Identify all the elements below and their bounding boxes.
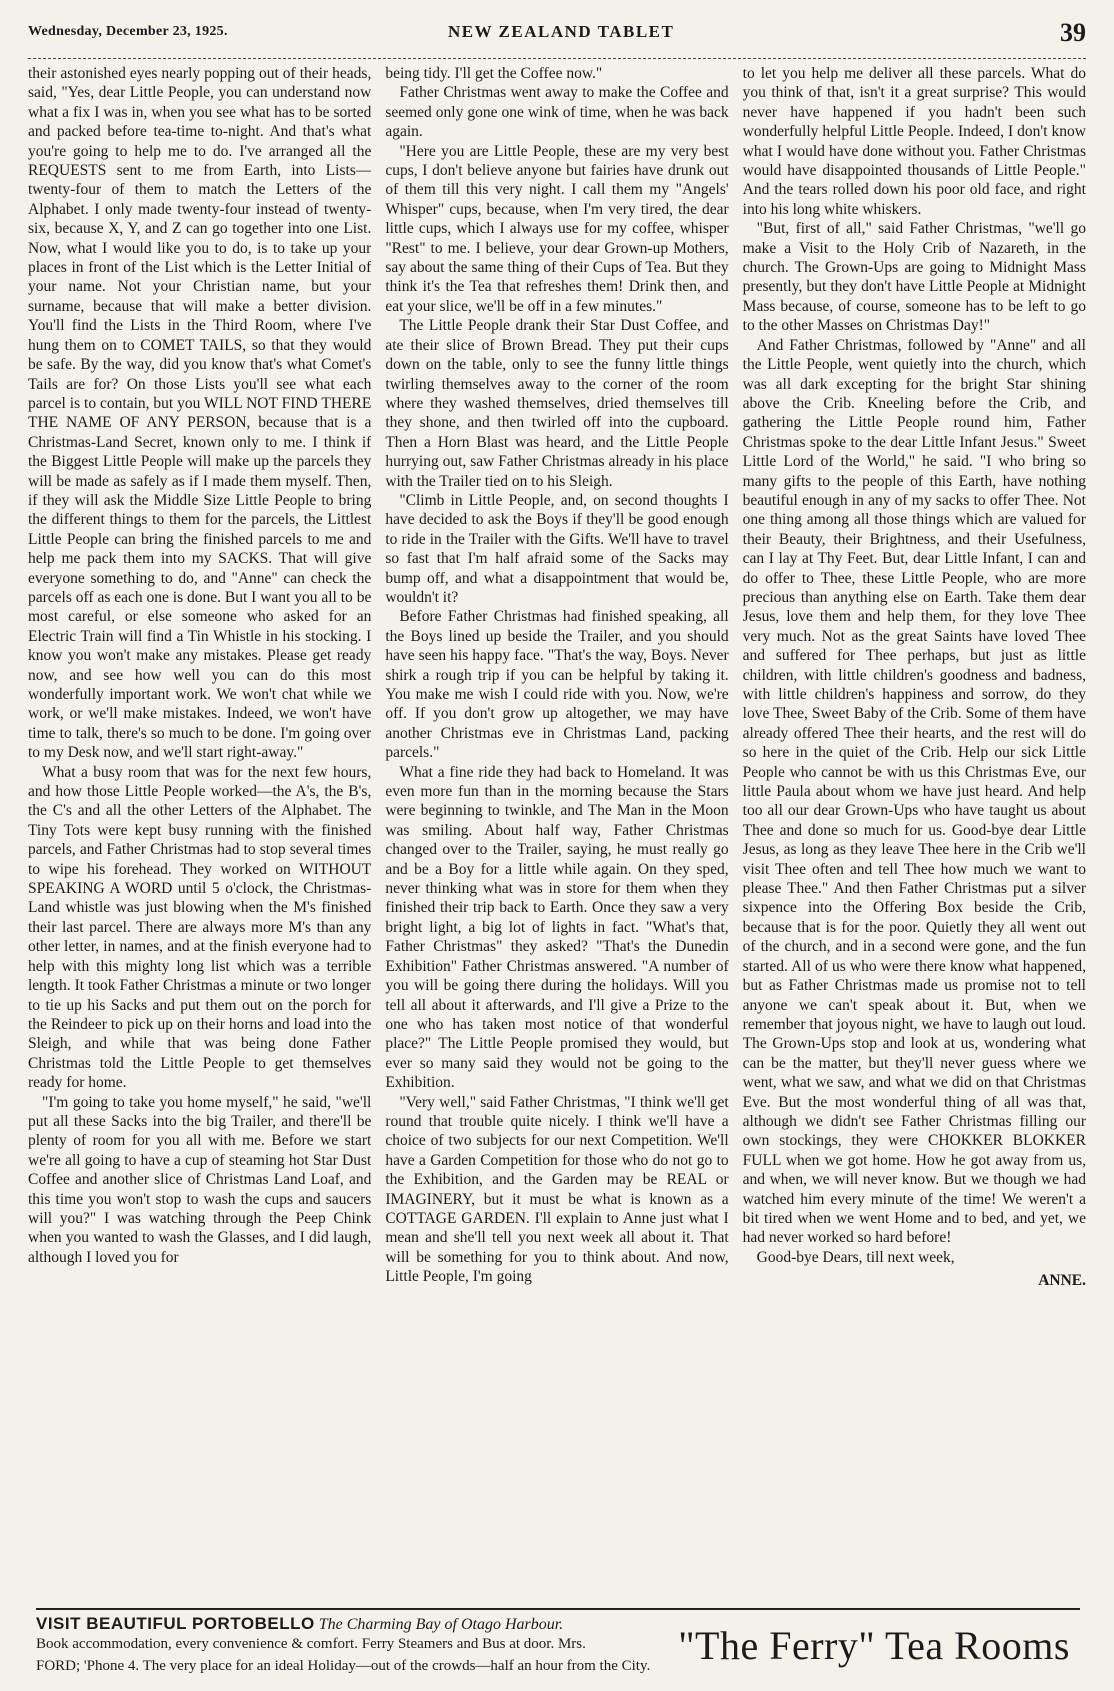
paragraph: And Father Christmas, followed by "Anne" and all the Little People, went quietly into the church, which was all dark excepting for the bright Star shining above the Crib. Kneeling before the Crib, and gathering the Little People round him, Father Christmas spoke to the dear Little Infant Jesus." Sweet Little Lord of the World," he said. "I who bring so many gifts to the people of this Earth, have nothing beautiful enough in any of my sacks to offer Thee. Not one thing among all those things which are valued for their Beauty, their Brightness, and their Usefulness, can I lay at Thy Feet. But, dear Little Infant, I can and do offer to Thee, these Little People, who are more precious than anything else on Earth. Take them dear Jesus, love them and help them, for they love Thee very much. Not as the great Saints have loved Thee and suffered for Thee perhaps, but just as little children, with little children's goodness and badness, with little children's happiness and sorrow, do they love Thee, Sweet Baby of the Crib. Some of them have already offered Thee their hearts, and the rest will do so here in the quiet of the Crib. Help our sick Little People who cannot be with us this Christmas Eve, our little Paula about whom we have just heard. And help too all our dear Grown-Ups who have taught us about Thee and done so much for us. Good-bye dear Little Jesus, as long as they leave Thee here in the Crib we'll visit Thee often and tell Thee how much we want to please Thee." And then Father Christmas put a silver sixpence into the Offering Box beside the Crib, because that is for the poor. Quietly they all went out of the church, and in a second were gone, and the fun started. All of us who were there know what happened, but as Father Christmas made us promise not to tell anyone we can't speak about it. But, when we remember that joyous night, we have to laugh out loud. The Grown-Ups stop and look at us, wondering what can be the matter, but they'll never guess where we went, what we saw, and what we did on that Christmas Eve. But the most wonderful thing of all was that, although we didn't see Father Christmas filling our own stockings, they were CHOKKER BLOKKER FULL when we got home. How he got away from us, and when, we will never know. But we though we had watched him every minute of the time! We weren't a bit tired when we went Home and to bed, and yet, we had never worked so hard before!	[742, 336, 1086, 1247]
page-number: 39	[1060, 18, 1086, 47]
paragraph: "I'm going to take you home myself," he said, "we'll put all these Sacks into the big Trailer, and there'll be plenty of room for you all with me. Before we start we're all going to have a cup of steaming hot Star Dust Coffee and another slice of Christmas Land Loaf, and this time you won't stop to wash the cups and saucers will you?" I was watching through the Peep Chink when you wanted to wash the Glasses, and I did laugh, although I loved you for	[28, 1093, 372, 1266]
signature: ANNE.	[1038, 1272, 1086, 1290]
paragraph: The Little People drank their Star Dust Coffee, and ate their slice of Brown Bread. They put their cups down on the table, only to see the funny little things twirling themselves away to the corner of the room where they washed themselves, dried themselves till they shone, and then twirled off into the cupboard. Then a Horn Blast was heard, and the Little People hurrying out, saw Father Christmas already in his place with the Trailer tied on to his Sleigh.	[385, 317, 729, 490]
paragraph: "Here you are Little People, these are my very best cups, I don't believe anyone but fairies have drunk out of them till this very night. I call them my "Angels' Whisper" cups, because, when I'm very tired, the dear little cups, which I always use for my coffee, whisper "Rest" to me. I believe, your dear Grown-up Mothers, say about the same thing of their Cups of Tea. But they think it's the Tea that refreshes them! Drink then, and eat your slice, we'll be off in a few minutes."	[385, 142, 729, 315]
ad-brand: "The Ferry" Tea Rooms	[678, 1623, 1070, 1668]
masthead-title: NEW ZEALAND TABLET	[448, 22, 675, 41]
advertisement	[36, 1608, 1080, 1682]
ad-line-1	[36, 1614, 736, 1634]
paragraph: being tidy. I'll get the Coffee now."	[385, 65, 603, 82]
paragraph: Good-bye Dears, till next week,	[756, 1248, 955, 1266]
paragraph: "Climb in Little People, and, on second thoughts I have decided to ask the Boys if they'll be good enough to ride in the Trailer with the Gifts. We'll have to travel so fast that I'm half afraid some of the Sacks may bump off, and what a disappointment that would be, wouldn't it?	[385, 491, 729, 606]
paragraph: "But, first of all," said Father Christmas, "we'll go make a Visit to the Holy Crib of Nazareth, in the church. The Grown-Ups are going to Midnight Mass presently, but they don't have Little People at Midnight Mass because, of course, someone has to be left to go to the other Masses on Christmas Day!"	[742, 220, 1086, 335]
ad-headline: VISIT BEAUTIFUL PORTOBELLO	[36, 1614, 315, 1633]
paragraph: "Very well," said Father Christmas, "I think we'll get round that trouble quite nicely. I think we'll have a choice of two subjects for our next Competition. We'll have a Garden Competition for those who do not go to the Exhibition, and the Garden may be REAL or IMAGINERY, but it must be what is known as a COTTAGE GARDEN. I'll explain to Anne just what I mean and she'll tell you next week all about it. That will be something for you to think about. And now, Little People, I'm going	[385, 1093, 729, 1286]
paragraph: What a fine ride they had back to Homeland. It was even more fun than in the morning because the Stars were beginning to twinkle, and The Man in the Moon was smiling. About half way, Father Christmas changed over to the Trailer, saying, he must really go and be a Boy for a little while again. On they sped, never thinking what was in store for them when they finished their trip back to Earth. Once they saw a very bright light, a big lot of lights in fact. "What's that, Father Christmas" they asked? "That's the Dunedin Exhibition" Father Christmas answered. "A number of you will be going there during the holidays. Will you tell all about it afterwards, and I'll give a Prize to the one who has taken most notice of that wonderful place?" The Little People promised they would, but ever so many said they would not be going to the Exhibition.	[385, 763, 729, 1092]
column-2	[385, 64, 728, 1606]
paragraph: to let you help me deliver all these parcels. What do you think of that, isn't it a great surprise? This would never have happened if you hadn't been such wonderfully helpful Little People. Indeed, I don't know what I would have done without you. Father Christmas would have disappointed thousands of Little People." And the tears rolled down his poor old face, and right into his long white whiskers.	[742, 65, 1086, 218]
ad-tagline: The Charming Bay of Otago Harbour.	[318, 1616, 564, 1633]
paragraph: Before Father Christmas had finished speaking, all the Boys lined up beside the Trailer, and you should have seen his happy face. "That's the way, Boys. Never shirk a rough trip if you can be helpful by taking it. You make me wish I could ride with you. Now, we're off. If you don't grow up altogether, we may have another Christmas eve in Christmas Land, packing parcels."	[385, 608, 729, 762]
paragraph: What a busy room that was for the next few hours, and how those Little People worked—the A's, the B's, the C's and all the other Letters of the Alphabet. The Tiny Tots were kept busy running with the finished parcels, and Father Christmas had to stop several times to wipe his forehead. They worked on WITHOUT SPEAKING A WORD until 5 o'clock, the Christmas-Land whistle was just blowing when the M's finished their last parcel. There are always more M's than any other letter, in names, and at the finish everyone had to help with this mighty long list which was a terrible length. It took Father Christmas a minute or two longer to tie up his Sacks and put them out on the porch for the Reindeer to pick up on their horns and load into the Sleigh, and while that was being done Father Christmas told the Little People to get themselves ready for home.	[28, 763, 372, 1092]
page-header	[28, 18, 1086, 59]
ad-line-2: Book accommodation, every convenience & comfort. Ferry Steamers and Bus at door. Mrs.	[36, 1636, 586, 1652]
column-1	[28, 64, 371, 1606]
article-columns	[28, 64, 1086, 1606]
issue-date: Wednesday, December 23, 1925.	[28, 24, 228, 39]
ad-line-3: FORD; 'Phone 4. The very place for an ideal Holiday—out of the crowds—half an hour from the City.	[36, 1658, 651, 1674]
paragraph: their astonished eyes nearly popping out of their heads, said, "Yes, dear Little People, you can understand now what a fix I was in, when you see what has to be sorted and packed before tea-time to-night. And that's what you're going to help me to do. I've arranged all the REQUESTS sent to me from Earth, into Lists—twenty-four of them to match the Letters of the Alphabet. I only made twenty-four instead of twenty-six, because X, Y, and Z can go together into one List. Now, what I would like you to do, is to take up your places in front of the List which is the Letter Initial of your name. Not your Christian name, but your surname, because that will make a better division. You'll find the Lists in the Third Room, where I've hung them on to COMET TAILS, so that they would be safe. By the way, did you know that's what Comet's Tails are for? On those Lists you'll see what each parcel is to contain, but you WILL NOT FIND THERE THE NAME OF ANY PERSON, because that is a Christmas-Land Secret, known only to me. I think if the Biggest Little People will make up the parcels they will be made as safely as if I made them myself. Then, if they will ask the Middle Size Little People to bring the different things to them for the parcels, the Littlest Little People can bring the finished parcels to me and help me pack them into my SACKS. That will give everyone something to do, and "Anne" can check the parcels off as each one is done. But I want you all to be most careful, or else someone who asked for an Electric Train will find a Tin Whistle in his stocking. I know you won't make any mistakes. Please get ready now, and see how well you can do this most wonderfully important work. We won't chat while we work, or we'll make mistakes. Indeed, we won't have time to talk, there's so much to be done. I'm going over to my Desk now, and we'll start right-away."	[28, 65, 372, 762]
column-3	[743, 64, 1086, 1606]
paragraph: Father Christmas went away to make the Coffee and seemed only gone one wink of time, when he was back again.	[385, 84, 729, 141]
